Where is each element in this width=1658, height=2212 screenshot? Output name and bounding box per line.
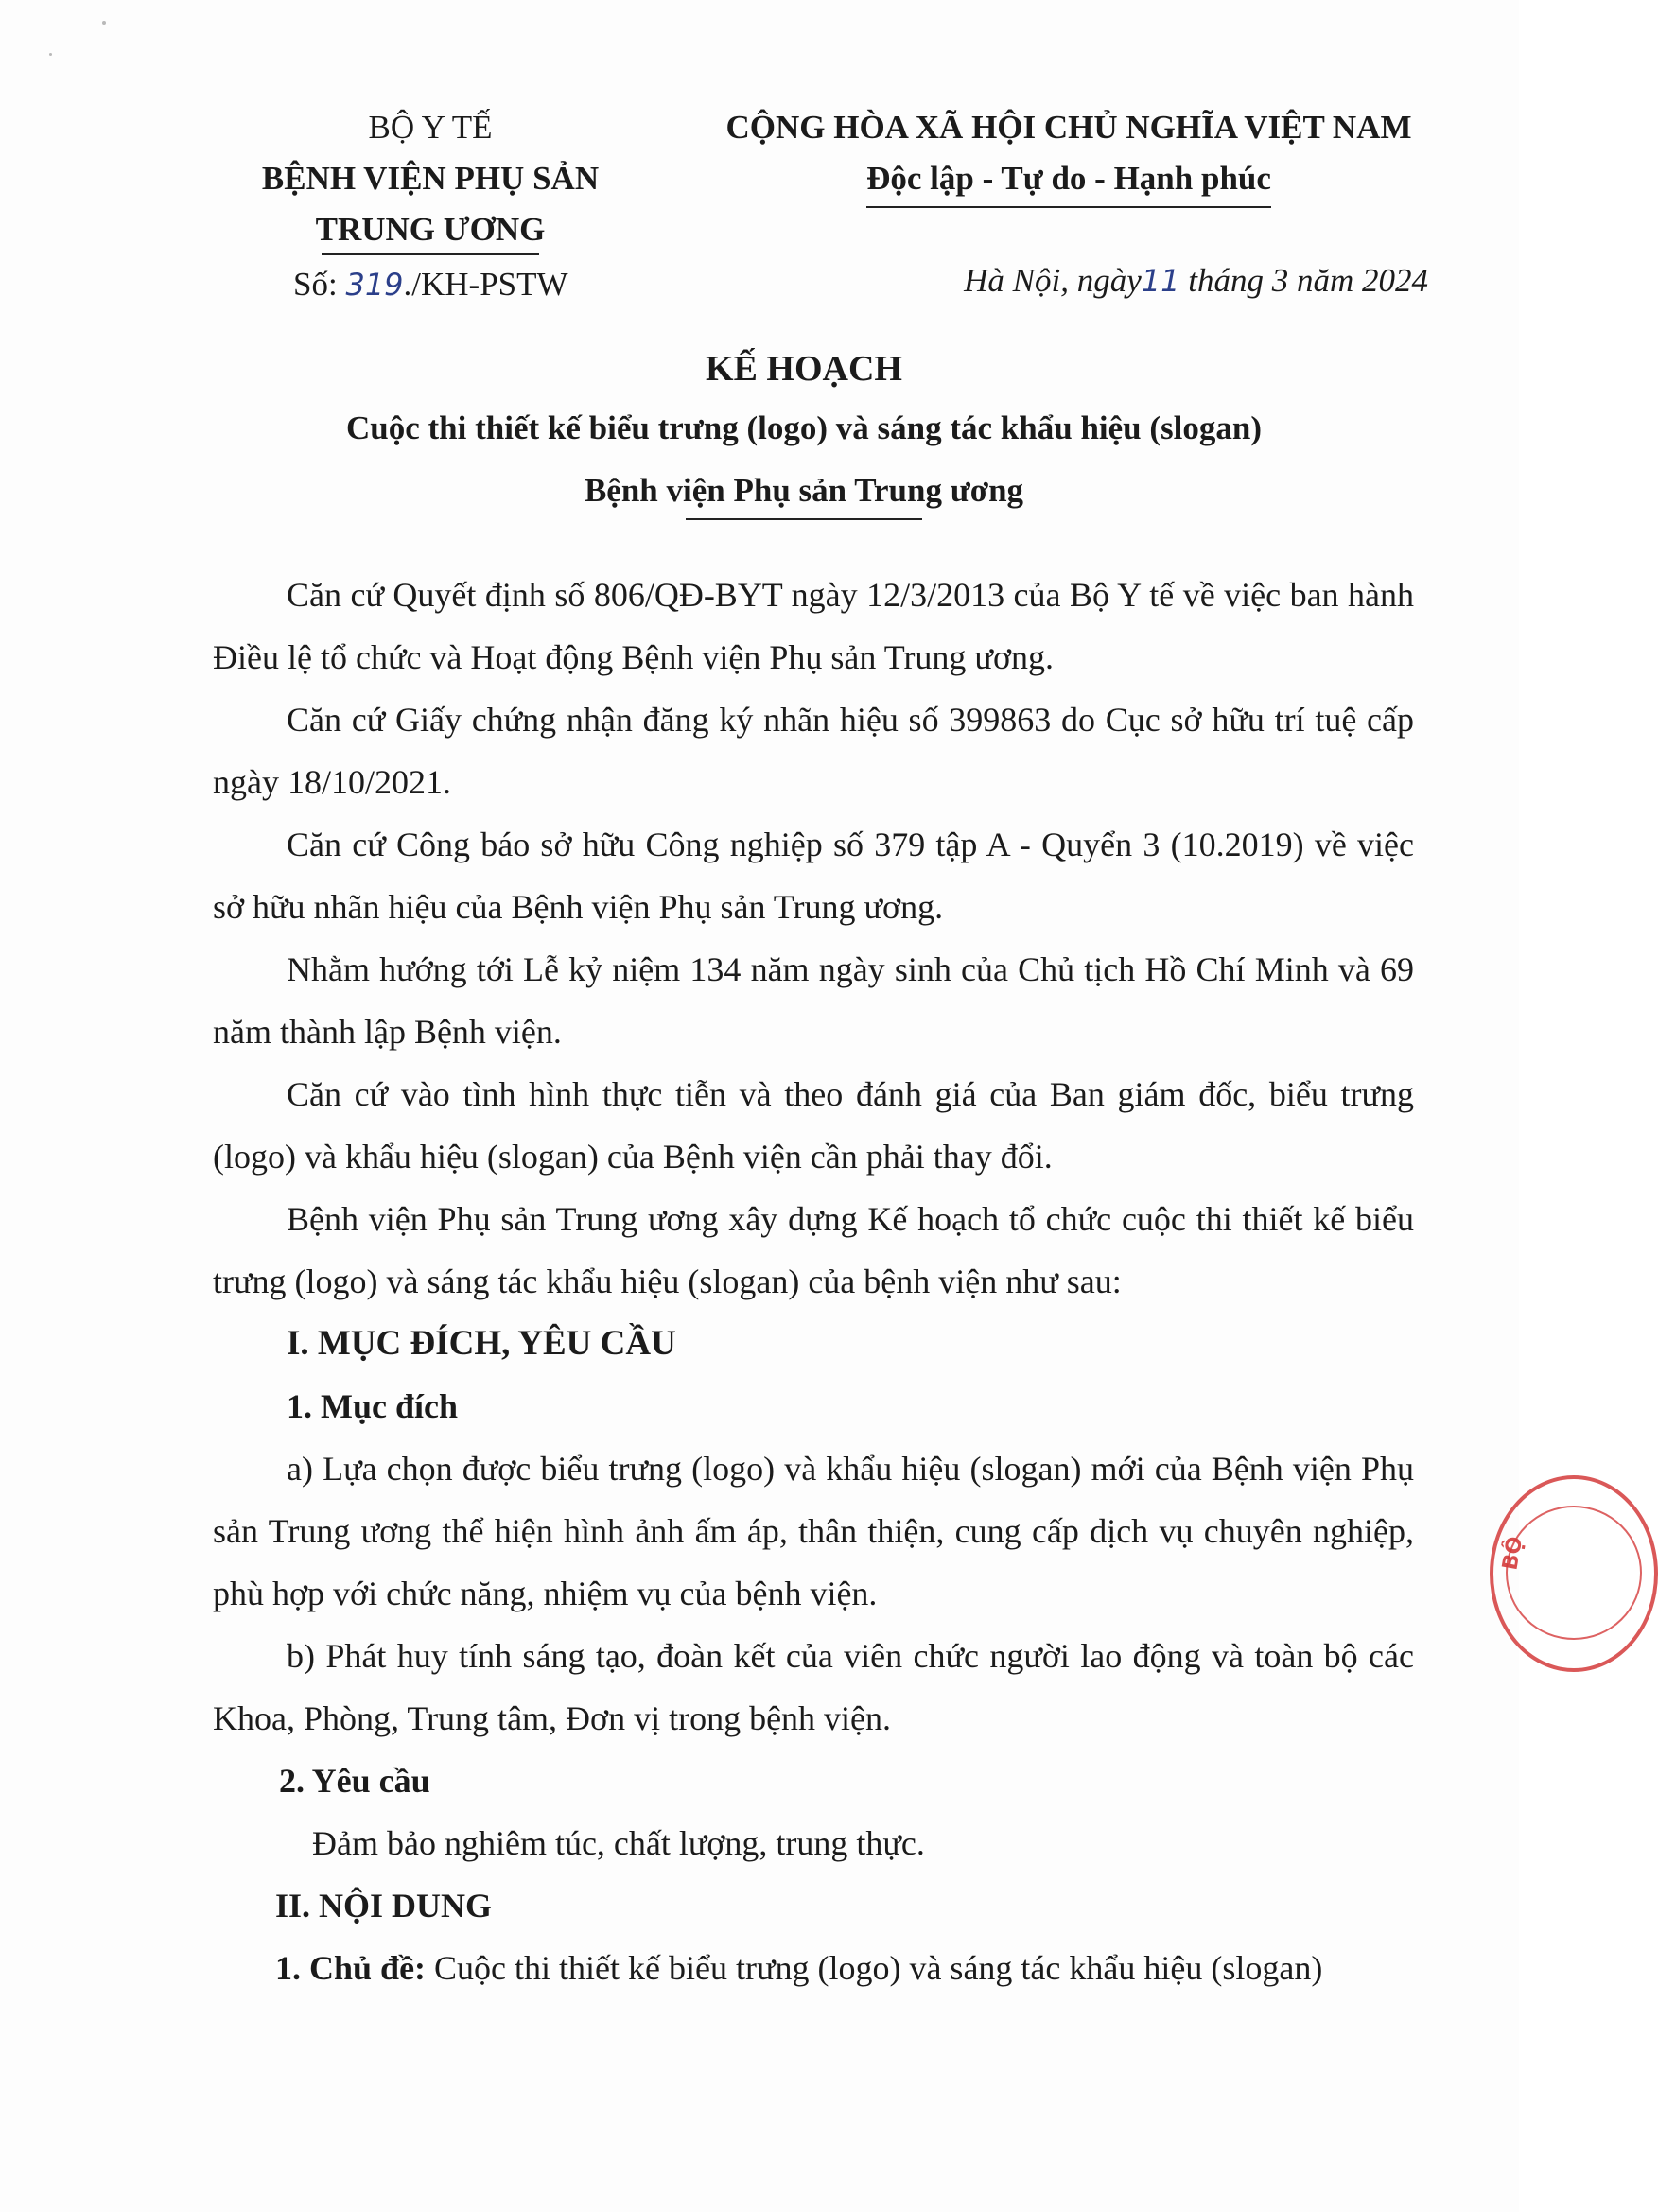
theme-text: Cuộc thi thiết kế biểu trưng (logo) và sáng tác khẩu hiệu (slogan): [426, 1949, 1323, 1987]
section-heading: I. MỤC ĐÍCH, YÊU CẦU: [287, 1324, 676, 1363]
date-suffix: tháng 3 năm 2024: [1179, 262, 1428, 299]
paragraph: Đảm bảo nghiêm túc, chất lượng, trung thực.: [312, 1824, 925, 1862]
list-item: b) Phát huy tính sáng tạo, đoàn kết của viên chức người lao động và toàn bộ các Khoa, Phòng, Trung tâm, Đơn vị trong bệnh viện.: [213, 1637, 1414, 1737]
paragraph: Căn cứ Quyết định số 806/QĐ-BYT ngày 12/3/2013 của Bộ Y tế về việc ban hành Điều lệ tổ chức và Hoạt động Bệnh viện Phụ sản Trung ương.: [213, 576, 1414, 676]
number-suffix: ./KH-PSTW: [403, 266, 568, 303]
paragraph: Căn cứ Giấy chứng nhận đăng ký nhãn hiệu số 399863 do Cục sở hữu trí tuệ cấp ngày 18/10/2021.: [213, 701, 1414, 801]
list-item: a) Lựa chọn được biểu trưng (logo) và khẩu hiệu (slogan) mới của Bệnh viện Phụ sản Trung ương thể hiện hình ảnh ấm áp, thân thiện, cung cấp dịch vụ chuyên nghiệp, phù hợp với chức năng, nhiệm vụ của bệnh viện.: [213, 1450, 1414, 1612]
issue-date: [700, 255, 1438, 306]
paragraph: Nhằm hướng tới Lễ kỷ niệm 134 năm ngày sinh của Chủ tịch Hồ Chí Minh và 69 năm thành lập Bệnh viện.: [213, 950, 1414, 1051]
handwritten-number: 319: [345, 267, 404, 303]
ministry-name: BỘ Y TẾ: [368, 109, 493, 146]
theme-label: 1. Chủ đề:: [275, 1949, 427, 1987]
paragraph: Căn cứ Công báo sở hữu Công nghiệp số 379 tập A - Quyển 3 (10.2019) về việc sở hữu nhãn hiệu của Bệnh viện Phụ sản Trung ương.: [213, 826, 1414, 926]
document-body: [213, 564, 1414, 1999]
date-prefix: Hà Nội, ngày: [964, 262, 1142, 299]
national-header: [700, 102, 1438, 306]
national-motto: Độc lập - Tự do - Hạnh phúc: [866, 153, 1271, 208]
red-seal-inner-ring: [1506, 1506, 1642, 1640]
paragraph: Bệnh viện Phụ sản Trung ương xây dựng Kế hoạch tổ chức cuộc thi thiết kế biểu trưng (logo) và sáng tác khẩu hiệu (slogan) của bệnh viện như sau:: [213, 1200, 1414, 1300]
handwritten-day: 11: [1141, 263, 1180, 299]
title-subtitle-2: Bệnh viện Phụ sản Trung ương: [584, 472, 1024, 509]
title-main: KẾ HOẠCH: [706, 349, 902, 389]
hospital-name-line2: TRUNG ƯƠNG: [315, 211, 546, 248]
title-subtitle-1: Cuộc thi thiết kế biểu trưng (logo) và sáng tác khẩu hiệu (slogan): [345, 409, 1263, 446]
issuer-header: [218, 102, 643, 310]
theme-line: [213, 1937, 1414, 1999]
document-number: [218, 259, 643, 310]
subsection-heading: 2. Yêu cầu: [279, 1762, 430, 1800]
scan-speck: [102, 21, 106, 25]
scan-speck: [49, 53, 52, 56]
document-title: [189, 340, 1419, 520]
seal-lettering: BỘ: [1498, 1534, 1528, 1573]
hospital-name-line1: BỆNH VIỆN PHỤ SẢN: [261, 160, 600, 197]
section-heading: II. NỘI DUNG: [275, 1887, 493, 1925]
paragraph: Căn cứ vào tình hình thực tiễn và theo đánh giá của Ban giám đốc, biểu trưng (logo) và khẩu hiệu (slogan) của Bệnh viện cần phải thay đổi.: [213, 1075, 1414, 1176]
country-name: CỘNG HÒA XÃ HỘI CHỦ NGHĨA VIỆT NAM: [725, 109, 1412, 146]
subsection-heading: 1. Mục đích: [287, 1387, 459, 1425]
number-prefix: Số:: [293, 266, 346, 303]
